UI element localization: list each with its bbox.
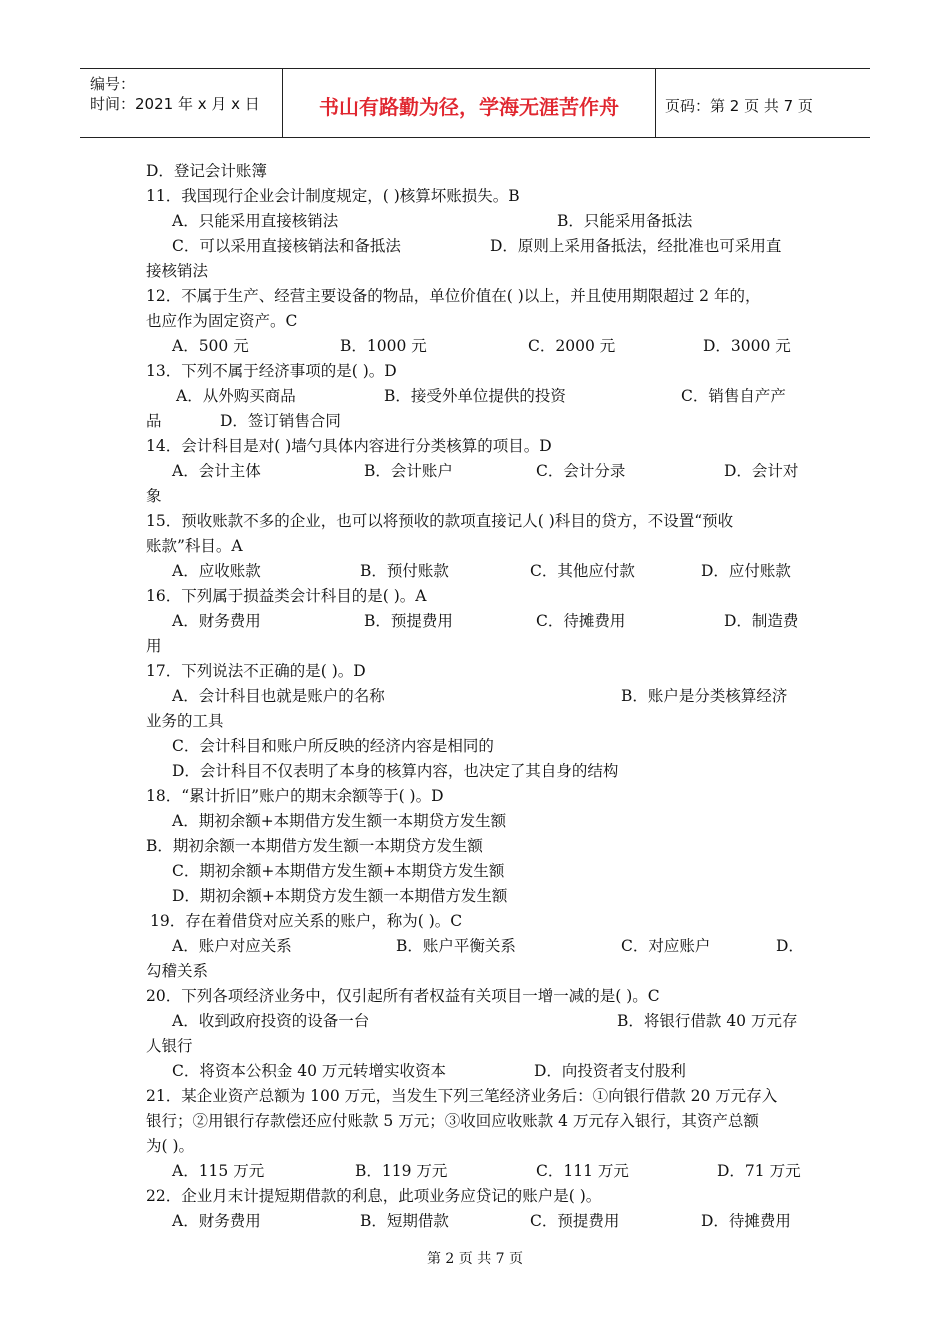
option-line: A．账户对应关系 [172,937,292,955]
option-line: C．预提费用 [530,1212,620,1230]
option-line: A．收到政府投资的设备一台 [172,1012,370,1030]
option-line: A．财务费用 [172,612,261,630]
option-line: B．只能采用备抵法 [557,212,693,230]
text-line: 人银行 [146,1037,193,1055]
option-line: C．待摊费用 [536,612,626,630]
option-line: D．原则上采用备抵法，经批准也可采用直 [490,237,782,255]
text-line: 为( )。 [146,1137,195,1155]
option-line: D．3000 元 [703,337,791,355]
option-line: C．将资本公积金 40 万元转增实收资本 [172,1062,446,1080]
text-line: 勾稽关系 [146,962,209,980]
option-line: C．2000 元 [528,337,616,355]
option-line: B．期初余额一本期借方发生额一本期贷方发生额 [146,837,483,855]
page-footer: 第 2 页 共 7 页 [426,1251,524,1267]
question-11: 11．我国现行企业会计制度规定，( )核算坏账损失。B [146,187,520,205]
question-18: 18．“累计折旧”账户的期末余额等于( )。D [146,787,444,805]
option-line: C．期初余额+本期借方发生额+本期贷方发生额 [172,862,505,880]
option-line: B．预提费用 [364,612,453,630]
page-header [80,68,870,138]
text-line: 银行；②用银行存款偿还应付账款 5 万元；③收回应收账款 4 万元存入银行，其资产总额 [146,1112,759,1130]
option-line: A．应收账款 [172,562,261,580]
option-line: D．向投资者支付股利 [534,1062,686,1080]
header-right-cell [655,69,870,137]
option-line: B．将银行借款 40 万元存 [617,1012,798,1030]
option-line: B．短期借款 [360,1212,449,1230]
question-16: 16．下列属于损益类会计科目的是( )。A [146,587,427,605]
option-line: D． [776,937,804,955]
option-line: D．71 万元 [717,1162,801,1180]
text-line: D．登记会计账簿 [146,162,267,180]
option-line: D．签订销售合同 [220,412,341,430]
option-line: B．账户平衡关系 [396,937,516,955]
option-line: D．待摊费用 [701,1212,791,1230]
option-line: A．115 万元 [172,1162,265,1180]
question-13: 13．下列不属于经济事项的是( )。D [146,362,397,380]
option-line: A．会计科目也就是账户的名称 [172,687,385,705]
header-motto: 书山有路勤为径，学海无涯苦作舟 [319,95,619,119]
option-line: A．期初余额+本期借方发生额一本期贷方发生额 [172,812,507,830]
header-page-label: 页码：第 2 页 共 7 页 [665,97,813,115]
option-line: D．会计对 [724,462,799,480]
question-17: 17．下列说法不正确的是( )。D [146,662,366,680]
question-12: 12．不属于生产、经营主要设备的物品，单位价值在( )以上，并且使用期限超过 2 年的， [146,287,761,305]
question-20: 20．下列各项经济业务中，仅引起所有者权益有关项目一增一减的是( )。C [146,987,660,1005]
document-time-label: 时间：2021 年 x 月 x 日 [90,95,260,113]
header-left-cell [80,69,282,137]
option-line: A．会计主体 [172,462,261,480]
option-line: C．可以采用直接核销法和备抵法 [172,237,401,255]
option-line: C．其他应付款 [530,562,635,580]
option-line: D．应付账款 [701,562,791,580]
option-line: D．制造费 [724,612,799,630]
option-line: D．期初余额+本期贷方发生额一本期借方发生额 [172,887,508,905]
option-line: A．只能采用直接核销法 [172,212,339,230]
question-19: 19．存在着借贷对应关系的账户，称为( )。C [150,912,463,930]
option-line: B．1000 元 [340,337,427,355]
option-line: B．119 万元 [355,1162,448,1180]
option-line: C．对应账户 [621,937,711,955]
option-line: A．500 元 [172,337,249,355]
option-line: C．111 万元 [536,1162,629,1180]
text-line: 业务的工具 [146,712,224,730]
option-line: A．从外购买商品 [176,387,296,405]
option-line: B．预付账款 [360,562,449,580]
option-line: B．账户是分类核算经济 [621,687,788,705]
question-22: 22．企业月末计提短期借款的利息，此项业务应贷记的账户是( )。 [146,1187,602,1205]
question-15: 15．预收账款不多的企业，也可以将预收的款项直接记人( )科目的贷方，不设置“预收 [146,512,734,530]
text-line: 接核销法 [146,262,209,280]
option-line: A．财务费用 [172,1212,261,1230]
document-number-label: 编号： [90,75,136,93]
option-line: C．会计分录 [536,462,626,480]
header-center-cell [282,69,656,137]
option-line: C．销售自产产 [681,387,786,405]
text-line: 用 [146,637,162,655]
option-line: B．会计账户 [364,462,453,480]
text-line: 账款”科目。A [146,537,243,555]
text-line: 象 [146,487,162,505]
option-line: D．会计科目不仅表明了本身的核算内容，也决定了其自身的结构 [172,762,619,780]
question-21: 21．某企业资产总额为 100 万元，当发生下列三笔经济业务后：①向银行借款 20 万元存入 [146,1087,778,1105]
text-line: 也应作为固定资产。C [146,312,298,330]
option-line: B．接受外单位提供的投资 [384,387,566,405]
option-line: C．会计科目和账户所反映的经济内容是相同的 [172,737,494,755]
text-line: 品 [146,412,162,430]
question-14: 14．会计科目是对( )墙勺具体内容进行分类核算的项目。D [146,437,552,455]
